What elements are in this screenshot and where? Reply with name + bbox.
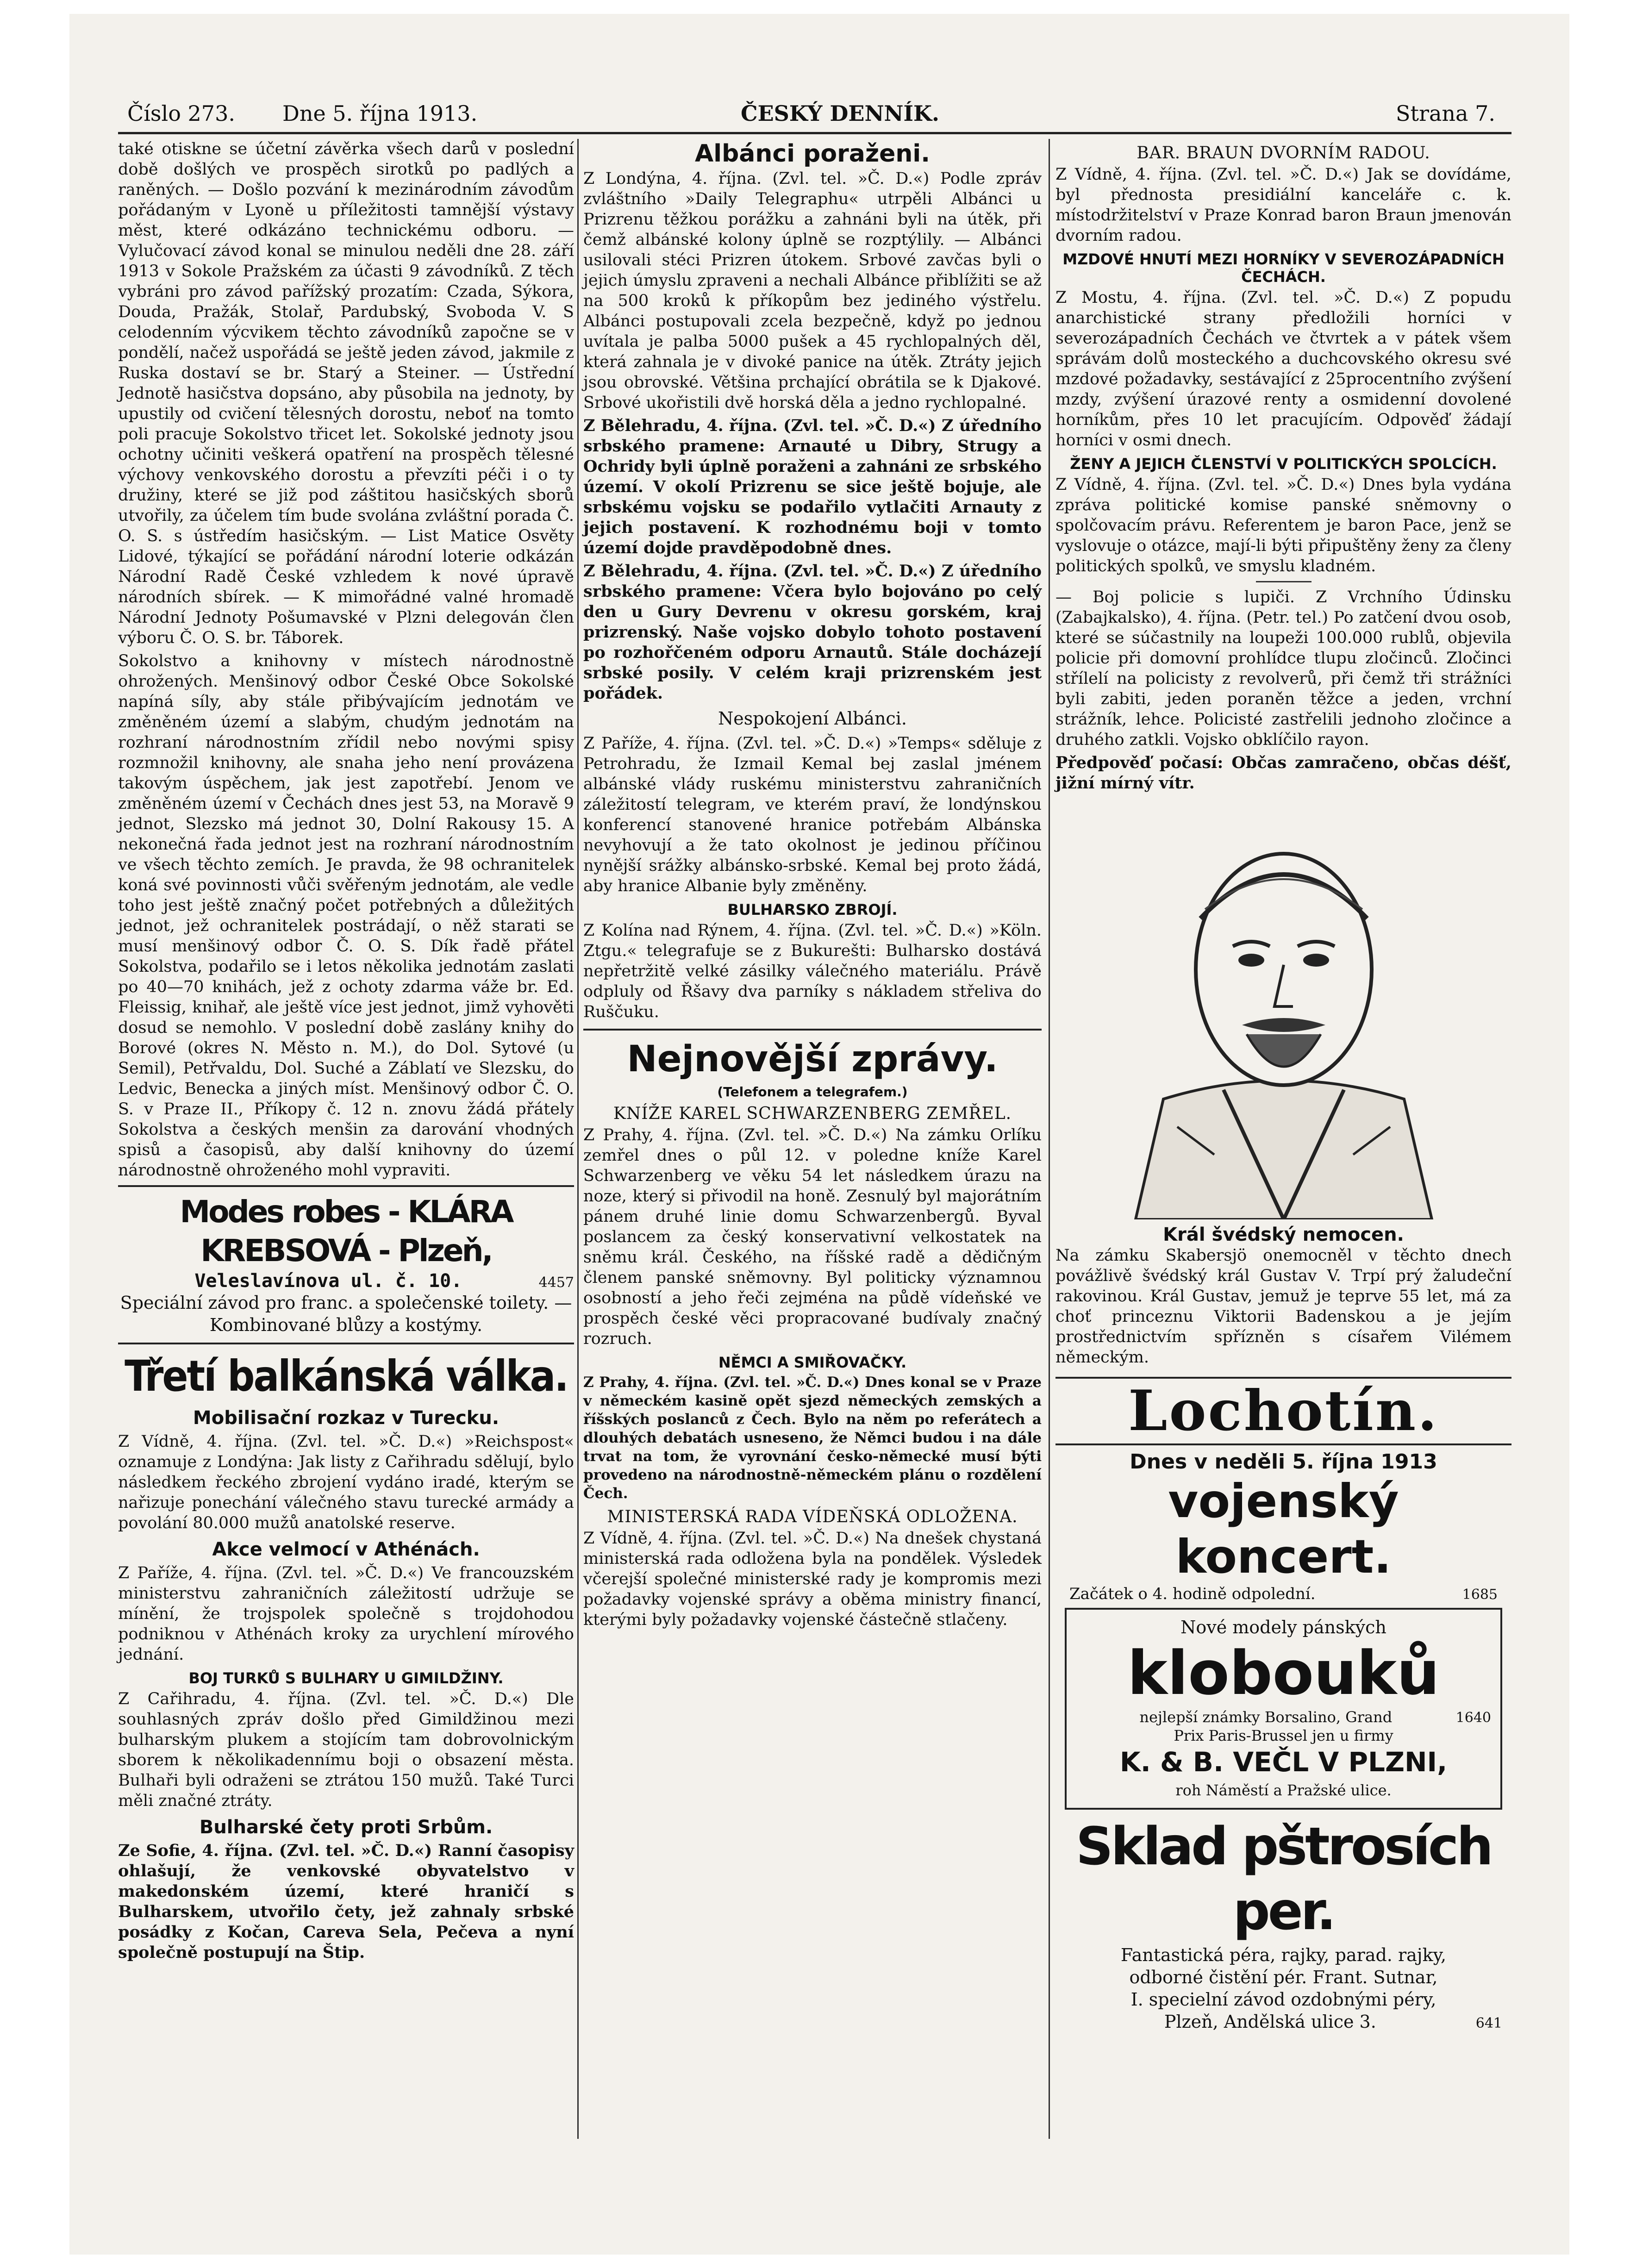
ad-concert-number: 1685 xyxy=(1462,1587,1498,1603)
column-right xyxy=(1055,139,1511,2033)
article-women: Z Vídně, 4. října. (Zvl. tel. »Č. D.«) Dnes byla vydána zpráva politické komise panské sněmovny o spolčovacím právu. Referentem je baron Pace, jenž se vyslovuje o otázce, mají-li býti připuštěny ženy za členy politických spolků, ve smyslu kladném. xyxy=(1055,475,1511,575)
king-portrait-image xyxy=(1108,803,1460,1219)
ad-feathers-title: Sklad pštrosích per. xyxy=(1075,1817,1491,1942)
divider xyxy=(118,1343,574,1344)
ad-hats-line1: nejlepší známky Borsalino, Grand xyxy=(1139,1708,1393,1726)
article-germans: Z Prahy, 4. října. (Zvl. tel. »Č. D.«) Dnes konal se v Praze v německém kasině opět sjezd německých zemských a říšských poslanců z Čech. Bylo na něm po referátech a dlouhých debatách usneseno, že Němci budou i na dále trvat na tom, že vyrovnání česko-německé musí býti provedeno na národnostně-německém plánu o rozdělení Čech. xyxy=(583,1374,1042,1502)
ad-lochotin-date: Dnes v neděli 5. října 1913 xyxy=(1130,1450,1437,1474)
article-albanians-1: Z Londýna, 4. října. (Zvl. tel. »Č. D.«) Podle zpráv zvláštního »Daily Telegraphu« utrpěli Albánci u Prizrenu těžkou porážku a zahnáni byli na útěk, při čemž albánské kolony úplně se rozptýlily. — Albánci usilovali stéci Prizren útokem. Srbové zavčas byli o jejich úmyslu zpraveni a nechali Albánce přiblížiti se až na 500 kroků k příkopům bez jediného výstřelu. Albánci postupovali zcela bezpečně, když po jednou uvítala je palba 5000 pušek a 45 rychlopalných děl, která zahnala je v divoké panice na útěk. Ztráty jejich jsou obrovské. Většina prchající obrátila se k Djakové. Srbové ukořistili dvě horská děla a jedno rychlopalné. xyxy=(583,169,1042,412)
ad-krebsova-street: Veleslavínova ul. č. 10. xyxy=(194,1270,462,1292)
section-title-latest-news: Nejnovější zprávy. xyxy=(627,1038,998,1080)
article-bulgarian-bands: Ze Sofie, 4. října. (Zvl. tel. »Č. D.«) Ranní časopisy ohlašují, že venkovské obyvatelstvo v makedonském území, které hraničí s Bulharskem, utvořilo čety, jež zahnaly srbské posádky z Kočan, Careva Sela, Pečeva a nyní společně postupují na Štip. xyxy=(118,1841,574,1962)
ad-hats xyxy=(1065,1608,1502,1810)
headline-germans: NĚMCI A SMIŘOVAČKY. xyxy=(718,1354,907,1371)
king-portrait xyxy=(1108,803,1460,1219)
weather-forecast: Předpověď počasí: Občas zamračeno, občas déšť, jižní mírný vítr. xyxy=(1055,753,1511,793)
ad-feathers-line4: Plzeň, Andělská ulice 3. xyxy=(1164,2012,1376,2032)
ad-krebsova xyxy=(118,1185,574,1336)
column-divider xyxy=(577,139,579,2139)
issue-number: Číslo 273. xyxy=(127,101,235,126)
ad-feathers-line2: odborné čistění pér. Frant. Sutnar, xyxy=(1129,1967,1438,1987)
ad-hats-line2: Prix Paris-Brussel jen u firmy xyxy=(1174,1727,1393,1744)
portrait-caption: Král švédský nemocen. xyxy=(1163,1224,1404,1245)
ad-hats-firm: K. & B. VEČL V PLZNI, xyxy=(1119,1746,1448,1778)
ad-feathers-line3: I. specielní závod ozdobnými péry, xyxy=(1130,1989,1436,2010)
headline-athens: Akce velmocí v Athénách. xyxy=(212,1539,480,1560)
article-athens: Z Paříže, 4. října. (Zvl. tel. »Č. D.«) Ve francouzském ministerstvu zahraničních záležitostí udržuje se mínění, že trojspolek společně s trojdohodou podniknou v Athénách kroky za urychlení mírového jednání. xyxy=(118,1564,574,1664)
article-robbers: — Boj policie s lupiči. Z Vrchního Údinsku (Zabajkalsko), 4. října. (Petr. tel.) Po zatčení dvou osob, které se súčastnily na loupeži 100.000 rublů, objevila policie při domovní prohlídce tlupu zločinců. Zločinci střílelí na policisty z revolverů, při čemž tři strážníci byli zabiti, jeden poraněn těžce a jeden, vrchní strážník, lehce. Policisté zastřelili jednoho zločince a druhého zatkli. Vojsko obklíčilo rayon. xyxy=(1055,588,1511,749)
ad-krebsova-title: Modes robes - KLÁRA KREBSOVÁ - Plzeň, xyxy=(180,1194,512,1268)
ad-feathers-number: 641 xyxy=(1475,2015,1502,2031)
article-gimildzina: Z Cařihradu, 4. října. (Zvl. tel. »Č. D.«) Dle souhlasných zpráv došlo před Gimildžinou mezi bulharským plukem a stojícím tam dobrovolnickým sborem k několikadennímu boji o obsazení města. Bulhaři byli odraženi se ztrátou 150 mužů. Také Turci měli značné ztráty. xyxy=(118,1690,574,1810)
header-rule xyxy=(118,132,1511,134)
divider xyxy=(1256,581,1311,582)
column-left xyxy=(118,139,574,1966)
headline-women: ŽENY A JEJICH ČLENSTVÍ V POLITICKÝCH SPOLCÍCH. xyxy=(1070,455,1497,473)
article-discontent: Z Paříže, 4. října. (Zvl. tel. »Č. D.«) »Temps« sděluje z Petrohradu, že Izmail Kemal bej zaslal jménem albánské vlády ruskému ministerstvu zahraničních záležitostí telegram, ve kterém praví, že londýnskou konferencí stanovené hranice potřebám Albánska nevyhovují a že tato okolnost je jedinou příčinou nynější srážky albánsko-srbské. Kemal bej proto žádá, aby hranice Albanie byly změněny. xyxy=(583,734,1042,895)
divider xyxy=(583,1029,1042,1031)
article-albanians-3: Z Bělehradu, 4. října. (Zvl. tel. »Č. D.«) Z úředního srbského pramene: Včera bylo bojováno po celý den u Gury Devrenu v okresu gorském, kraj prizrenský. Naše vojsko dobylo tohoto postavení po rozhořčeném odporu Arnautů. Stále docházejí srbské posily. V celém kraji prizrenském jest pořádek. xyxy=(583,562,1042,703)
article-schwarzenberg: Z Prahy, 4. října. (Zvl. tel. »Č. D.«) Na zámku Orlíku zemřel dnes o půl 12. v poledne kníže Karel Schwarzenberg ve věku 54 let následkem úrazu na noze, který si přivodil na honě. Zesnulý byl majorátním pánem druhé linie domu Schwarzenbergů. Byval poslancem za český konservativní velkostatek na sněmu král. Českého, na říšské radě a dědičným členem panské sněmovny. Byl politicky významnou osobností a jeho řeči zejména na půdě vídeňské ve prospěch české věci propracované budívaly značný rozruch. xyxy=(583,1126,1042,1348)
article-king: Na zámku Skabersjö onemocněl v těchto dnech povážlivě švédský král Gustav V. Trpí prý žaludeční rakovinou. Král Gustav, jemuž je teprve 55 let, má za choť princeznu Viktorii Badenskou a je jejím prostřednictvím spřízněn s císařem Vilémem německým. xyxy=(1055,1246,1511,1367)
headline-discontent: Nespokojení Albánci. xyxy=(718,708,907,729)
article-bulgaria-arms: Z Kolína nad Rýnem, 4. října. (Zvl. tel. »Č. D.«) »Köln. Ztgu.« telegrafuje se z Bukurešti: Bulharsko dostává nepřetržitě velké zásilky válečného materiálu. Právě odpluly od Řšavy dva parníky s nákladem střeliva do Ruščuku. xyxy=(583,921,1042,1021)
column-middle xyxy=(583,139,1042,1633)
ad-hats-title: klobouků xyxy=(1127,1638,1440,1708)
section-title-balkan-war: Třetí balkánská válka. xyxy=(125,1351,568,1401)
ad-hats-number: 1640 xyxy=(1455,1710,1491,1726)
headline-mobilisation: Mobilisační rozkaz v Turecku. xyxy=(193,1407,500,1429)
article-braun: Z Vídně, 4. října. (Zvl. tel. »Č. D.«) Jak se dovídáme, byl přednosta presidiální kanceláře c. k. místodržitelství v Praze Konrad baron Braun jmenován dvorním radou. xyxy=(1055,165,1511,245)
page-number: Strana 7. xyxy=(1396,101,1495,126)
article-sokol-text: také otiskne se účetní závěrka všech darů v poslední době došlých ve prospěch sirotků po padlých a raněných. — Došlo pozvání k mezinárodním závodům pořádaným v Lyoně u příležitosti tamnější výstavy měst, které odkázáno technickému odboru. — Vylučovací závod konal se minulou neděli dne 28. září 1913 v Sokole Pražském za účasti 9 závodníků. Z těch vybráni pro závod pařížský prozatím: Czada, Sýkora, Douda, Pražák, Stolař, Pardubský, Svoboda V. S celodenním výcvikem těchto závodníků započne se v pondělí, načež uspořádá se ještě jeden závod, jakmile z Ruska dostaví se br. Starý a Steiner. — Ústřední Jednotě hasičstva dopsáno, aby působila na jednoty, by upustily od cvičení tělesných dorostu, neboť na tomto poli pracuje Sokolstvo třicet let. Sokolské jednoty jsou ochotny učiniti veškerá opatření na prospěch tělesné výchovy venkovského dorostu a převzíti péči i o ty družiny, které se již pod záštitou hasičských sborů utvořily, za účelem tím bude svolána zvláštní porada Č. O. S. s ústředím hasičským. — List Matice Osvěty Lidové, týkající se pořádání národní loterie odkázán Národní Radě České vzhledem k nové úpravě národních sbírek. — K mimořádné valné hromadě Národní Jednoty Pošumavské v Plzni delegován člen výboru Č. O. S. br. Táborek. xyxy=(118,140,574,647)
ad-concert-title: vojenský koncert. xyxy=(1168,1474,1399,1584)
headline-miners: MZDOVÉ HNUTÍ MEZI HORNÍKY V SEVEROZÁPADNÍCH ČECHÁCH. xyxy=(1062,250,1505,286)
ad-hats-top: Nové modely pánských xyxy=(1180,1617,1386,1637)
article-miners: Z Mostu, 4. října. (Zvl. tel. »Č. D.«) Z popudu anarchistické strany předložili horníci v severozápadních Čechách ve čtvrtek a v pátek všem správám dolů mosteckého a duchcovského okresu své mzdové požadavky, sestávající z 25procentního zvýšení mzdy, zvýšení úrazové renty a osmidenní dovolené horníkům, přes 10 let pracujícím. Odpověď žádají horníci v osmi dnech. xyxy=(1055,288,1511,450)
headline-schwarzenberg: KNÍŽE KAREL SCHWARZENBERG ZEMŘEL. xyxy=(613,1104,1012,1123)
ad-lochotin-title: Lochotín. xyxy=(1055,1377,1511,1445)
section-subtitle: (Telefonem a telegrafem.) xyxy=(717,1084,908,1100)
article-knihovny-text: Sokolstvo a knihovny v místech národnostně ohrožených. Menšinový odbor České Obce Sokolské napíná síly, aby stále přibývajícím jednotám ve změněném území a slabým, chudým jednotám na rozhraní národnostním zřídil nebo novými spisy rozmnožil knihovny, ale snaha jeho není provázena takovým úspěchem, jak jest zapotřebí. Jenom ve změněném území v Čechách dnes jest 53, na Moravě 9 jednot, Slezsko má jednot 30, Dolní Rakousy 15. A nekonečná řada jednot jest na rozhraní národnostním ve všech těchto zemích. Je pravda, že 98 ochranitelek koná své povinnosti vůči svěřeným jednotám, ale vedle toho jest ještě značný počet potřebných a důležitých jednot, jež ochranitelek postrádají, o něž starati se musí menšinový odbor Č. O. S. Dík řadě přátel Sokolstva, podařilo se i letos několika jednotám zaslati po 40—70 knihách, jež z ochoty zdarma váže br. Ed. Fleissig, knihař, ale ještě více jest jednot, jimž vyhověti dosud se nemohlo. V poslední době zaslány knihy do Borové (okres N. Město n. M.), do Dol. Sytové (u Semil), Petřvaldu, Dol. Suché a Záblatí ve Slezsku, do Ledvic, Benecka a jiných míst. Menšinový odbor Č. O. S. v Praze II., Příkopy č. 12 n. znovu žádá přátely Sokolstva a českých menšin za darování vhodných spisů a časopisů, aby další knihovny do území národnostně ohroženého mohl vypraviti. xyxy=(118,652,574,1180)
paper-title: ČESKÝ DENNÍK. xyxy=(741,101,940,126)
ad-krebsova-text: Speciální závod pro franc. a společenské toilety. — Kombinované blůzy a kostýmy. xyxy=(120,1293,572,1335)
headline-bulgarian-bands: Bulharské čety proti Srbům. xyxy=(199,1817,493,1838)
article-mobilisation: Z Vídně, 4. října. (Zvl. tel. »Č. D.«) »Reichspost« oznamuje z Londýna: Jak listy z Cařihradu sdělují, bylo následkem řeckého zbrojení vydáno iradé, kterým se nařizuje ponechání válečného stavu turecké armády a povolání 80.000 mužů anatolské reserve. xyxy=(118,1432,574,1532)
issue-date: Dne 5. října 1913. xyxy=(282,101,478,126)
headline-gimildzina: BOJ TURKŮ S BULHARY U GIMILDŽINY. xyxy=(188,1669,504,1687)
article-albanians-2: Z Bělehradu, 4. října. (Zvl. tel. »Č. D.«) Z úředního srbského pramene: Arnauté u Dibry, Strugy a Ochridy byli úplně poraženi a zahnáni ze srbského území. V okolí Prizrenu se sice ještě bojuje, ale srbskému vojsku se podařilo vytlačiti Arnauty z jejich postavení. K rozhodnému boji v tomto území dojde pravděpodobně dnes. xyxy=(583,416,1042,557)
ad-feathers-line1: Fantastická péra, rajky, parad. rajky, xyxy=(1120,1945,1447,1965)
headline-braun: BAR. BRAUN DVORNÍM RADOU. xyxy=(1137,144,1430,162)
headline-ministers: MINISTERSKÁ RADA VÍDEŇSKÁ ODLOŽENA. xyxy=(607,1507,1018,1526)
ad-hats-address: roh Náměstí a Pražské ulice. xyxy=(1175,1781,1392,1799)
ad-concert-time: Začátek o 4. hodině odpolední. xyxy=(1069,1585,1316,1603)
headline-albanians: Albánci poraženi. xyxy=(695,140,930,168)
headline-bulgaria-arms: BULHARSKO ZBROJÍ. xyxy=(727,901,898,918)
column-divider xyxy=(1049,139,1050,2139)
article-ministers: Z Vídně, 4. října. (Zvl. tel. »Č. D.«) Na dnešek chystaná ministerská rada odložena byla na pondělek. Výsledek včerejší společné ministerské rady je kompromis mezi požadavky vojenské správy a oběma ministry financí, kterými byly požadavky vojenské částečně stlačeny. xyxy=(583,1529,1042,1629)
ad-krebsova-number: 4457 xyxy=(538,1275,574,1291)
